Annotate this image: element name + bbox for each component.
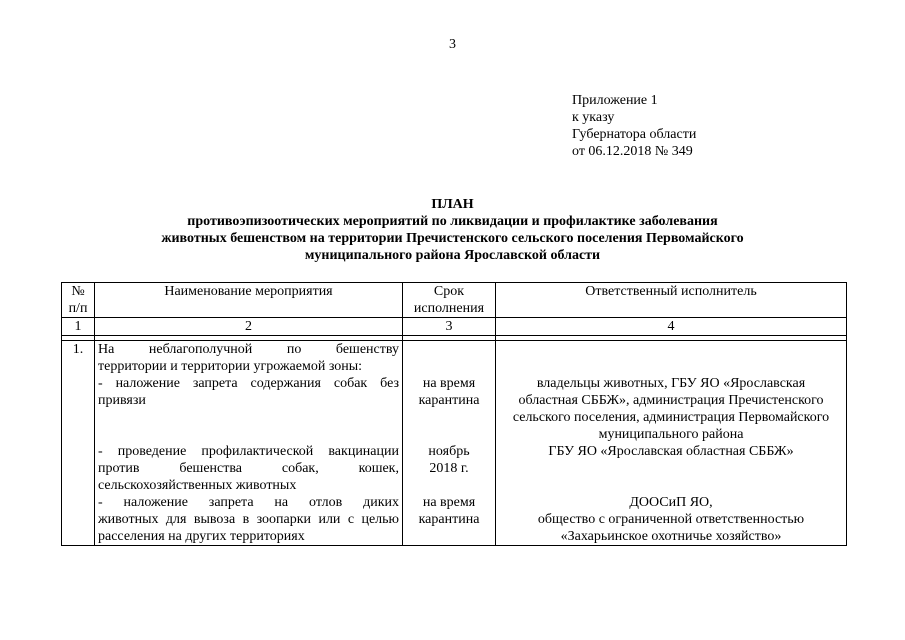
header-text: исполнения	[413, 301, 485, 316]
item-resp-line: областная СББЖ», администрация Пречистенского	[518, 393, 824, 408]
plan-table	[61, 282, 847, 546]
item-term	[406, 494, 492, 528]
document-title	[0, 196, 905, 264]
term-spacer	[406, 341, 492, 375]
item-term	[406, 375, 492, 443]
row-term-cell	[403, 341, 496, 546]
column-number: 4	[496, 318, 847, 336]
item-name-line: - наложение запрета на отлов диких	[98, 495, 399, 510]
column-number-row	[62, 318, 847, 336]
row-intro-line: территории и территории угрожаемой зоны:	[98, 359, 363, 374]
header-responsible: Ответственный исполнитель	[496, 283, 847, 318]
item-name-line: против бешенства собак, кошек,	[98, 461, 399, 476]
item-name-line: животных для вывоза в зоопарки или с целью	[98, 512, 399, 527]
appendix-line: от 06.12.2018 № 349	[572, 144, 693, 159]
item-resp-line: «Захарьинское охотничье хозяйство»	[560, 529, 782, 544]
title-line: противоэпизоотических мероприятий по ликвидации и профилактике заболевания	[187, 214, 718, 229]
column-number: 2	[95, 318, 403, 336]
header-text: п/п	[68, 301, 88, 316]
header-name: Наименование мероприятия	[95, 283, 403, 318]
appendix-line: к указу	[572, 110, 615, 125]
title-line: муниципального района Ярославской области	[304, 248, 601, 263]
appendix-block	[572, 92, 872, 160]
header-text: №	[71, 284, 85, 299]
item-term-line: на время	[422, 495, 476, 510]
table-row	[62, 341, 847, 546]
item-term-line: карантина	[418, 393, 480, 408]
header-term	[403, 283, 496, 318]
row-number: 1.	[62, 341, 95, 546]
item-name	[98, 494, 399, 545]
item-term-line: ноябрь	[428, 444, 470, 459]
column-number: 1	[62, 318, 95, 336]
item-term-line: 2018 г.	[429, 461, 469, 476]
title-line: животных бешенством на территории Пречистенского сельского поселения Первомайского	[161, 231, 744, 246]
item-resp-line: сельского поселения, администрация Первомайского	[512, 410, 830, 425]
item-term	[406, 443, 492, 494]
item-name-line: расселения на других территориях	[98, 529, 305, 544]
item-resp-line: ДООСиП ЯО,	[629, 495, 713, 510]
item-term-line: на время	[422, 376, 476, 391]
row-responsible-cell	[496, 341, 847, 546]
resp-spacer	[499, 341, 843, 375]
appendix-line: Губернатора области	[572, 127, 697, 142]
item-term-line: карантина	[418, 512, 480, 527]
item-responsible	[499, 375, 843, 443]
item-name-line: - наложение запрета содержания собак без	[98, 376, 399, 391]
appendix-line: Приложение 1	[572, 93, 658, 108]
item-responsible	[499, 494, 843, 545]
item-name-line: - проведение профилактической вакцинации	[98, 444, 399, 459]
header-num	[62, 283, 95, 318]
header-text: Срок	[433, 284, 465, 299]
item-responsible	[499, 443, 843, 494]
item-resp-line: ГБУ ЯО «Ярославская областная СББЖ»	[548, 444, 794, 459]
item-name	[98, 443, 399, 494]
title-line: ПЛАН	[431, 197, 474, 212]
item-name-line: привязи	[98, 393, 146, 408]
item-name-line: сельскохозяйственных животных	[98, 478, 297, 493]
column-number: 3	[403, 318, 496, 336]
row-intro-line: На неблагополучной по бешенству	[98, 342, 399, 357]
item-spacer	[98, 409, 399, 443]
item-resp-line: общество с ограниченной ответственностью	[537, 512, 805, 527]
row-name-cell	[95, 341, 403, 546]
table-header-row	[62, 283, 847, 318]
item-resp-line: владельцы животных, ГБУ ЯО «Ярославская	[536, 376, 806, 391]
item-name	[98, 375, 399, 409]
item-resp-line: муниципального района	[598, 427, 744, 442]
page-number: 3	[449, 37, 456, 52]
